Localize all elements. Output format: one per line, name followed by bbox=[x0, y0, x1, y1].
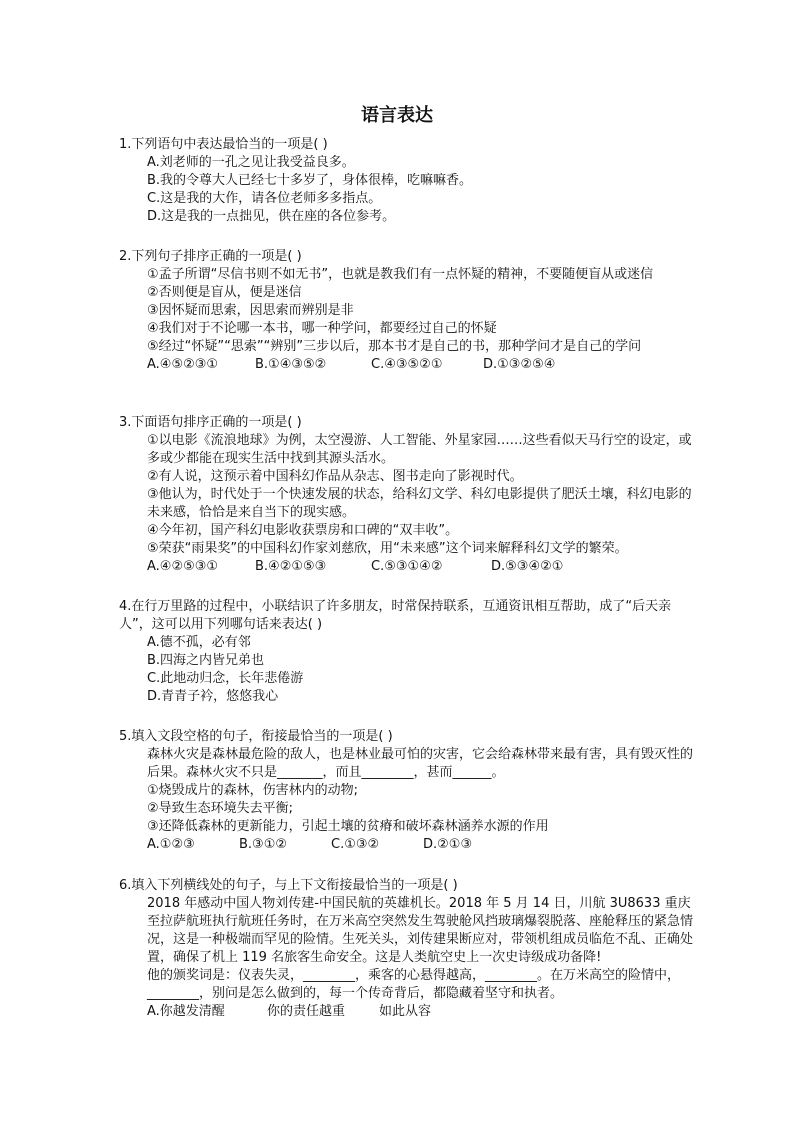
choice-a-part: A.你越发清醒 bbox=[147, 1004, 225, 1019]
question-stem: 6.填入下列横线处的句子，与上下文衔接最恰当的一项是( ) bbox=[119, 878, 458, 893]
sentence-item: ①烧毁成片的森林，伤害林内的动物; bbox=[147, 783, 359, 798]
passage: 森林火灾是森林最危险的敌人，也是林业最可怕的灾害，它会给森林带来最有害，具有毁灭性的后果。森林火灾不只是_______，而且________，甚而______。 bbox=[147, 747, 694, 780]
choice-a: A.④⑤②③① bbox=[147, 357, 219, 372]
sentence-item: ③还降低森林的更新能力，引起土壤的贫瘠和破坏森林涵养水源的作用 bbox=[147, 819, 549, 834]
sentence-item: ④我们对于不论哪一本书，哪一种学问，都要经过自己的怀疑 bbox=[147, 321, 497, 336]
sentence-item: ④今年初，国产科幻电影收获票房和口碑的“双丰收”。 bbox=[147, 523, 459, 538]
sentence-item: ⑤荣获“雨果奖”的中国科幻作家刘慈欣，用“未来感”这个词来解释科幻文学的繁荣。 bbox=[147, 541, 628, 556]
question-5 bbox=[119, 728, 699, 854]
sentence-item: ②否则便是盲从，便是迷信 bbox=[147, 285, 302, 300]
option-b: B.四海之内皆兄弟也 bbox=[147, 653, 265, 668]
choice-a-part: 如此从容 bbox=[379, 1004, 432, 1019]
choice-a-part: 你的责任越重 bbox=[267, 1004, 346, 1019]
sentence-item: ②导致生态环境失去平衡; bbox=[147, 801, 294, 816]
question-stem: 5.填入文段空格的句子，衔接最恰当的一项是( ) bbox=[119, 729, 393, 744]
choice-d: D.⑤③④②① bbox=[491, 559, 564, 574]
option-a: A.刘老师的一孔之见让我受益良多。 bbox=[147, 155, 355, 170]
choice-a: A.①②③ bbox=[147, 837, 195, 852]
choice-b: B.③①② bbox=[239, 837, 288, 852]
passage: 2018 年感动中国人物刘传建-中国民航的英雄机长。2018 年 5 月 14 日，川航 3U8633 重庆至拉萨航班执行航班任务时，在万米高空突然发生驾驶舱风挡玻璃爆裂脱落、座舱释压的紧急情况，这是一种极端而罕见的险情。生死关头，刘传建果断应对，带领机组成员临危不乱、正确处置，确保了机上 119 名旅客生命安全。这是人类航空史上一次史诗级成功备降! bbox=[147, 896, 694, 965]
sentence-item: ③因怀疑而思索，因思索而辨别是非 bbox=[147, 303, 354, 318]
choice-c: C.⑤③①④② bbox=[371, 559, 443, 574]
sentence-item: ③他认为，时代处于一个快速发展的状态，给科幻文学、科幻电影提供了肥沃土壤，科幻电影的未来感，恰恰是来自当下的现实感。 bbox=[147, 487, 692, 520]
choice-row bbox=[119, 1003, 699, 1021]
question-6 bbox=[119, 877, 699, 1021]
choice-c: C.④③⑤②① bbox=[371, 357, 443, 372]
choice-row bbox=[119, 836, 699, 854]
question-stem: 4.在行万里路的过程中，小联结识了许多朋友，时常保持联系，互通资讯相互帮助，成了“后天亲人”，这可以用下列哪句话来表达( ) bbox=[119, 599, 672, 632]
question-stem: 1.下列语句中表达最恰当的一项是( ) bbox=[119, 137, 328, 152]
choice-row bbox=[119, 558, 699, 576]
option-c: C.此地动归念，长年悲倦游 bbox=[147, 671, 304, 686]
choice-b: B.④②①⑤③ bbox=[255, 559, 327, 574]
question-4 bbox=[119, 598, 699, 706]
choice-d: D.②①③ bbox=[423, 837, 473, 852]
choice-d: D.①③②⑤④ bbox=[483, 357, 556, 372]
option-d: D.青青子衿，悠悠我心 bbox=[147, 689, 279, 704]
sentence-item: ②有人说，这预示着中国科幻作品从杂志、图书走向了影视时代。 bbox=[147, 469, 523, 484]
sentence-item: ①孟子所谓“尽信书则不如无书”，也就是教我们有一点怀疑的精神，不要随便盲从或迷信 bbox=[147, 267, 654, 282]
choice-b: B.①④③⑤② bbox=[255, 357, 327, 372]
option-c: C.这是我的大作，请各位老师多多指点。 bbox=[147, 191, 382, 206]
question-3 bbox=[119, 414, 699, 576]
question-stem: 3.下面语句排序正确的一项是( ) bbox=[119, 415, 302, 430]
sentence-item: ⑤经过“怀疑”“思索”“辨别”三步以后，那本书才是自己的书，那种学问才是自己的学问 bbox=[147, 339, 642, 354]
option-d: D.这是我的一点拙见，供在座的各位参考。 bbox=[147, 209, 396, 224]
passage: 他的颁奖词是：仪表失灵，________，乘客的心悬得越高，________。在万米高空的险情中，________，别问是怎么做到的，每一个传奇背后，都隐藏着坚守和执者。 bbox=[147, 968, 681, 1001]
sentence-item: ①以电影《流浪地球》为例，太空漫游、人工智能、外星家园……这些看似天马行空的设定，或多或少都能在现实生活中找到其源头活水。 bbox=[147, 433, 692, 466]
question-2 bbox=[119, 248, 699, 374]
choice-c: C.①③② bbox=[331, 837, 380, 852]
option-b: B.我的令尊大人已经七十多岁了，身体很棒，吃嘛嘛香。 bbox=[147, 173, 473, 188]
question-1 bbox=[119, 136, 699, 226]
choice-a: A.④②⑤③① bbox=[147, 559, 219, 574]
choice-row bbox=[119, 356, 699, 374]
page-title: 语言表达 bbox=[361, 105, 433, 126]
option-a: A.德不孤，必有邻 bbox=[147, 635, 251, 650]
question-stem: 2.下列句子排序正确的一项是( ) bbox=[119, 249, 302, 264]
